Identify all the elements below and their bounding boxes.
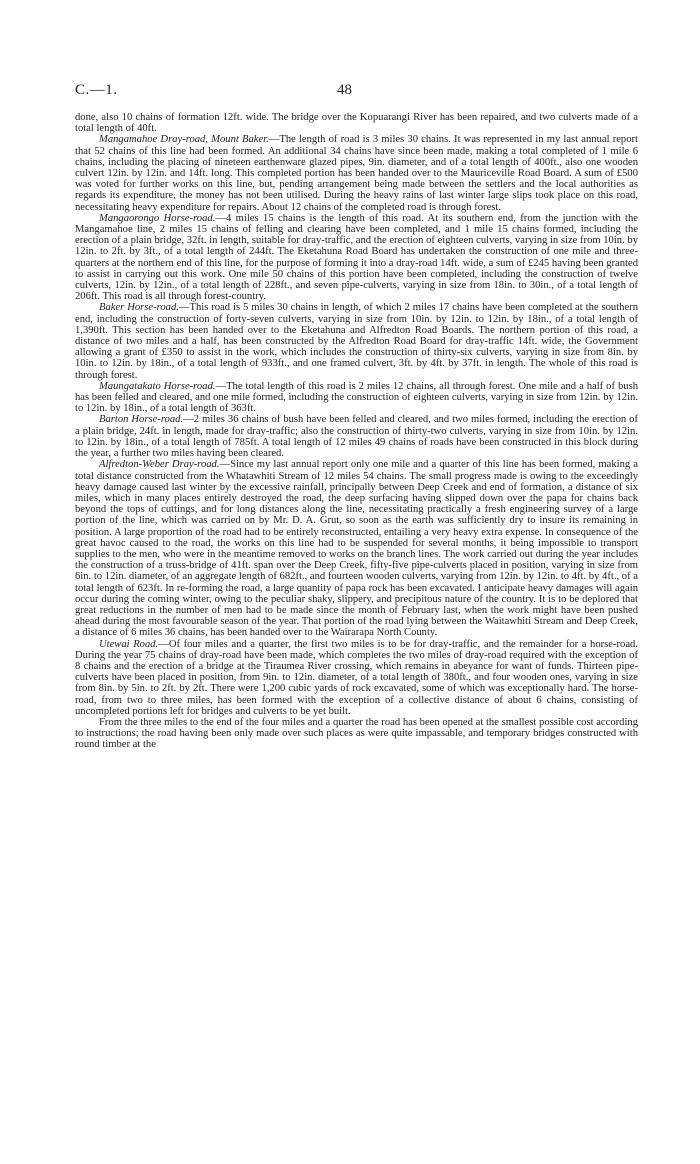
section-title: Baker Horse-road. [99, 302, 179, 314]
paragraph-continuation [75, 112, 638, 134]
section-title: Maungatakato Horse-road. [99, 380, 216, 392]
paragraph-alfredton-weber [75, 459, 638, 638]
paragraph-final [75, 717, 638, 751]
paragraph-text: —This road is 5 miles 30 chains in length, of which 2 miles 17 chains have been completed at the southern end, including the construction of forty-seven culverts, varying in size from 10in. by 12in. to 12in. by 18in., of a total length of 1,390ft. This section has been handed over to the Eketahuna and Alfredton Road Boards. The northern portion of this road, a distance of two miles and a half, has been constructed by the Alfredton Road Board for dray-traffic 14ft. wide, the Government allowing a grant of £350 to assist in the work, which includes the construction of thirty-six culverts, varying in size from 8in. by 10in. to 12in. by 18in., of a total length of 933ft., and one framed culvert, 3ft. by 4ft. by 37ft. in length. The whole of this road is through forest. [75, 302, 638, 381]
body-text [75, 112, 638, 751]
paragraph-maungatakato [75, 381, 638, 415]
paragraph-text: —The length of road is 3 miles 30 chains. It was represented in my last annual report that 52 chains of this line had been formed. An additional 34 chains have since been made, making a total completed of 1 mile 6 chains, including the placing of nineteen earthenware glazed pipes, 9in. diameter, and of a total length of 400ft., also one wooden culvert 12in. by 12in. and 14ft. long. This completed portion has been handed over to the Mauriceville Road Board. A sum of £500 was voted for further works on this line, but, pending arrangement being made between the settlers and the local authorities as regards its expenditure, the money has not been utilised. During the heavy rains of last winter large slips took place on this road, necessitating heavy expenditure for repairs. About 12 chains of the completed road is through forest. [75, 134, 638, 213]
page-header [75, 82, 638, 108]
paragraph-baker [75, 302, 638, 380]
paragraph-text: —The total length of this road is 2 miles 12 chains, all through forest. One mile and a half of bush has been felled and cleared, and one mile formed, including the construction of eighteen culverts, varying in size from 12in. by 12in. to 12in. by 18in., of a total length of 363ft. [75, 380, 638, 415]
paragraph-utewai [75, 639, 638, 717]
paragraph-text: —4 miles 15 chains is the length of this road. At its southern end, from the junction with the Mangamahoe line, 2 miles 15 chains of felling and clearing have been completed, and 1 mile 15 chains formed, including the erection of a plain bridge, 32ft. in length, suitable for dray-traffic, and the erection of eighteen culverts, varying in size from 10in. by 12in. to 2ft. by 3ft., of a total length of 244ft. The Eketahuna Road Board has undertaken the construction of one mile and three-quarters at the northern end of this line, for the purpose of forming it into a dray-road 14ft. wide, a sum of £245 having been granted to assist in carrying out this work. One mile 50 chains of this portion have been completed, including the construction of twelve culverts, 12in. by 12in., of a total length of 228ft., and seven pipe-culverts, varying in size from 18in. to 30in., of a total length of 206ft. This road is all through forest-country. [75, 212, 638, 303]
section-title: Barton Horse-road. [99, 414, 184, 426]
paragraph-text: —Of four miles and a quarter, the first two miles is to be for dray-traffic, and the remainder for a horse-road. During the year 75 chains of dray-road have been made, which completes the two miles of dray-road required with the exception of 8 chains and the erection of a bridge at the Tiraumea River crossing, which remains in abeyance for want of funds. Thirteen pipe-culverts have been placed in position, from 9in. to 12in. diameter, of a total length of 380ft., and four wooden ones, varying in size from 8in. by 5in. to 2ft. by 2ft. There were 1,200 cubic yards of rock excavated, some of which was exceptionally hard. The horse-road, from two to three miles, has been formed with the exception of a collective distance of about 6 chains, consisting of uncompleted portions left for bridges and culverts to be yet built. [75, 638, 638, 717]
paragraph-text: From the three miles to the end of the four miles and a quarter the road has been opened at the smallest possible cost according to instructions; the road having been only made over such places as were quite impassable, and temporary bridges constructed with round timber at the [75, 716, 638, 751]
section-title: Utewai Road. [99, 638, 159, 650]
paragraph-text: done, also 10 chains of formation 12ft. wide. The bridge over the Kopuarangi River has been repaired, and two culverts made of a total length of 40ft. [75, 112, 638, 135]
section-title: Mangaorongo Horse-road. [99, 212, 216, 224]
paragraph-mangaorongo [75, 213, 638, 303]
paragraph-text: —Since my last annual report only one mile and a quarter of this line has been formed, making a total distance constructed from the Whatawhiti Stream of 12 miles 54 chains. The small progress made is owing to the exceedingly heavy damage caused last winter by the excessive rainfall, principally between Deep Creek and end of formation, a distance of six miles, which in many places entirely destroyed the road, the deep surfacing having slipped down over the papa for chains back beyond the tops of cuttings, and for long distances along the line, necessitating practically a fresh engineering survey of a large portion of the line, which was carried on by Mr. D. A. Grut, so soon as the earth was sufficiently dry to insure its remaining in position. A large proportion of the road had to be entirely reconstructed, entailing a very heavy extra expense. In consequence of the great havoc caused to the road, the works on this line had to be suspended for several months, it being impossible to transport supplies to the men, who were in the meantime removed to works on the branch lines. The work carried out during the year includes the construction of a truss-bridge of 41ft. span over the Deep Creek, fifty-five pipe-culverts placed in position, varying in size from 6in. to 12in. diameter, of an aggregate length of 682ft., and fourteen wooden culverts, varying from 12in. by 12in. to 4ft. by 4ft., of a total length of 623ft. In re-forming the road, a large quantity of papa rock has been excavated. I anticipate heavy damages will again occur during the coming winter, owing to the peculiar shaky, slippery, and precipitous nature of the country. It is to be deplored that great reductions in the number of men had to be made since the month of February last, when the work might have been pushed ahead during the most favourable season of the year. That portion of the road lying between the Waitawhiti Stream and Deep Creek, a distance of 6 miles 36 chains, has been handed over to the Wairarapa North County. [75, 459, 639, 639]
paragraph-text: —2 miles 36 chains of bush have been felled and cleared, and two miles formed, including the erection of a plain bridge, 24ft. in length, made for dray-traffic; also the construction of thirty-two culverts, varying in size from 10in. by 12in. to 12in. by 18in., of a total length of 785ft. A total length of 12 miles 49 chains of roads have been constructed in this block during the year, a further two miles having been cleared. [75, 414, 638, 460]
document-reference: C.—1. [75, 82, 118, 98]
page-number: 48 [337, 82, 352, 98]
paragraph-mangamahoe [75, 134, 638, 212]
section-title: Alfredton-Weber Dray-road. [99, 459, 220, 471]
document-page [75, 82, 638, 751]
section-title: Mangamahoe Dray-road, Mount Baker. [99, 134, 269, 146]
paragraph-barton [75, 414, 638, 459]
